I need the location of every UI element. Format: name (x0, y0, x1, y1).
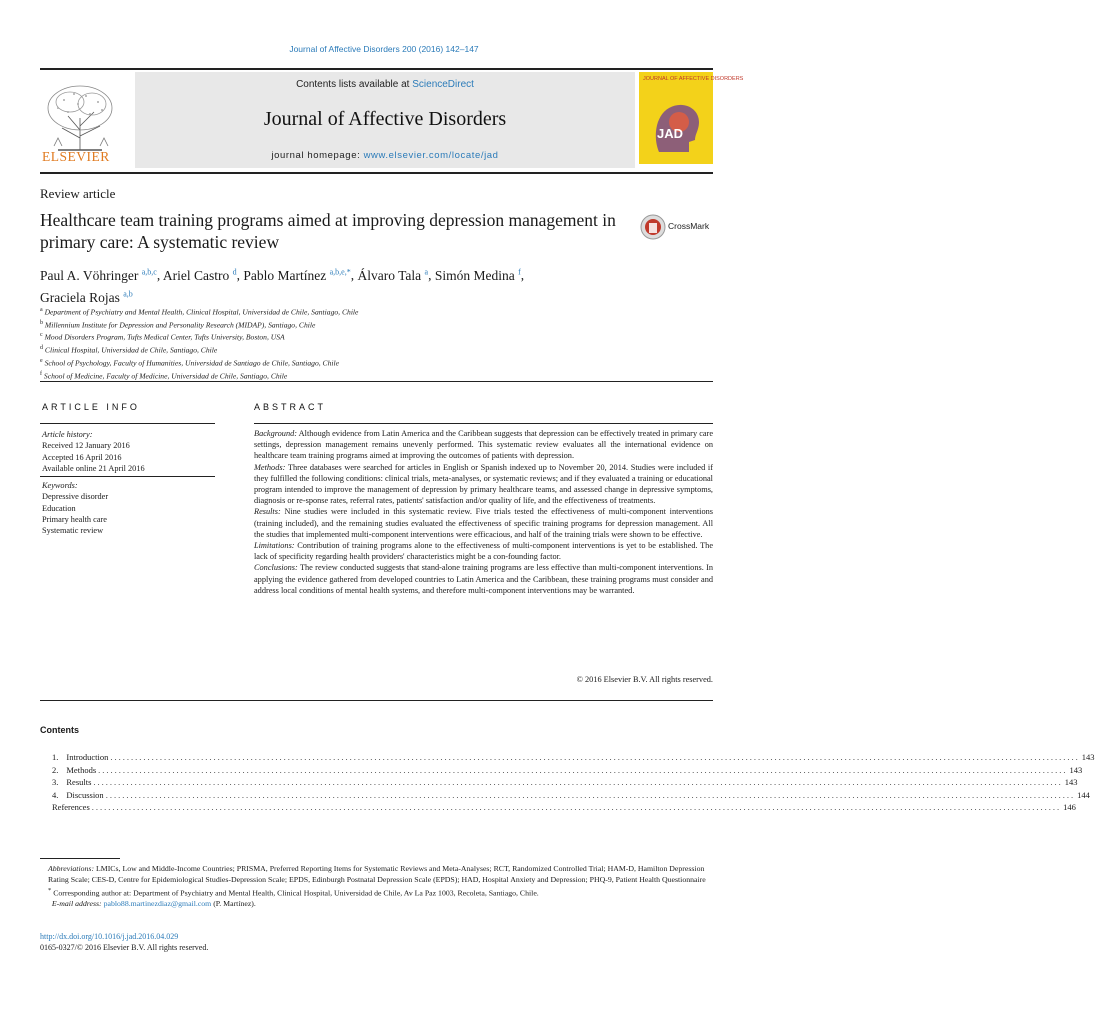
toc-entry[interactable] (40, 751, 1095, 764)
email-link[interactable]: pablo88.martinezdiaz@gmail.com (103, 898, 212, 908)
author-list (40, 262, 680, 307)
affiliation (40, 318, 640, 331)
masthead-rule (40, 172, 713, 174)
author-affil[interactable]: a,b,e,* (329, 267, 351, 276)
abstract-background (254, 428, 713, 462)
affil-key: a (40, 307, 43, 313)
body-rule (40, 381, 713, 382)
toc-entry[interactable] (40, 776, 1078, 789)
crossmark-icon (640, 213, 666, 241)
author-affil[interactable]: a (424, 267, 429, 276)
cover-logo-text: JAD (657, 126, 684, 141)
abstract-limitations (254, 540, 713, 562)
abbreviations-note (40, 864, 713, 886)
history-accepted: Accepted 16 April 2016 (42, 452, 122, 462)
toc-leader: ........................................................................................................................................................................................................................................... (110, 752, 1080, 762)
email-note (40, 899, 713, 910)
affil-key: e (40, 357, 43, 364)
history-received: Received 12 January 2016 (42, 441, 130, 451)
author-affil[interactable]: d (232, 267, 237, 276)
contents-prefix: Contents lists available at (296, 79, 413, 90)
affil-key: f (40, 370, 42, 377)
doi-link[interactable]: http://dx.doi.org/10.1016/j.jad.2016.04.029 (40, 932, 179, 941)
author[interactable] (40, 268, 157, 283)
affil-key: c (40, 332, 43, 339)
affiliation (40, 369, 640, 382)
info-rule (40, 476, 215, 477)
section-text: The review conducted suggests that stand-alone training programs are less effective than multi-component interventions. In applying the evidence gathered from developed countries to Latin America and the Caribbean, these training programs must consider and address local conditions of mental health systems, and therefore multi-component interventions may be warranted. (254, 563, 713, 595)
toc-title: Introduction (66, 752, 109, 762)
doi-block (40, 931, 208, 953)
footnote-mark: * (48, 886, 52, 894)
toc-leader: ........................................................................................................................................................................................................................................... (105, 789, 1076, 800)
affil-text: School of Psychology, Faculty of Humanities, Universidad de Santiago de Chile, Santiago, Chile (44, 358, 340, 368)
affil-text: Department of Psychiatry and Mental Health, Clinical Hospital, Universidad de Chile, Santiago, Chile (44, 307, 359, 317)
article-title: Healthcare team training programs aimed at improving depression management in primary care: A systematic review (40, 210, 616, 252)
author-name: Paul A. Vöhringer (40, 267, 139, 283)
toc-leader: ........................................................................................................................................................................................................................................... (98, 764, 1068, 775)
toc-leader: ........................................................................................................................................................................................................................................... (91, 802, 1062, 812)
author-sep: , (428, 267, 435, 283)
history-label: Article history: (42, 430, 93, 439)
author-affil[interactable]: f (518, 267, 521, 276)
footnote-rule (40, 858, 120, 859)
section-label: Background: (254, 429, 298, 438)
toc-page: 146 (1063, 802, 1076, 812)
journal-homepage (135, 150, 635, 161)
email-suffix: (P. Martínez). (213, 898, 256, 908)
keyword: Depressive disorder (42, 492, 109, 502)
toc-number: 3. (52, 777, 59, 787)
toc-number: 4. (52, 789, 59, 800)
section-label: Conclusions: (254, 563, 298, 573)
author-name: Ariel Castro (162, 267, 230, 283)
affiliation (40, 356, 640, 369)
affil-text: Clinical Hospital, Universidad de Chile, Santiago, Chile (44, 345, 218, 355)
affil-key: d (40, 345, 43, 352)
affiliation (40, 343, 640, 356)
header-rule (40, 68, 713, 70)
abstract-header: ABSTRACT (254, 402, 327, 412)
author-name: Simón Medina (434, 267, 515, 283)
keywords (42, 480, 212, 536)
abstract-copyright: © 2016 Elsevier B.V. All rights reserved. (576, 675, 713, 684)
table-of-contents (40, 751, 1095, 814)
info-rule (40, 423, 215, 424)
journal-cover-image (639, 72, 744, 164)
author-sep: , (156, 267, 163, 283)
toc-page: 144 (1077, 789, 1090, 800)
toc-title: Results (66, 777, 92, 787)
crossmark-label: CrossMark (668, 221, 710, 231)
toc-leader: ........................................................................................................................................................................................................................................... (93, 777, 1063, 787)
contents-available (135, 79, 635, 90)
publisher-name: ELSEVIER (42, 149, 110, 164)
contents-title: Contents (40, 725, 79, 735)
affiliation (40, 330, 640, 343)
section-label: Methods: (254, 462, 286, 472)
contents-rule (40, 700, 713, 701)
toc-title: Discussion (66, 789, 104, 800)
abstract-methods (254, 462, 713, 507)
journal-citation[interactable]: Journal of Affective Disorders 200 (2016) 142–147 (289, 44, 479, 54)
journal-title: Journal of Affective Disorders (263, 108, 507, 130)
crossmark-button[interactable] (640, 213, 718, 241)
footnotes (40, 864, 713, 910)
sciencedirect-link[interactable]: ScienceDirect (412, 79, 474, 90)
toc-page: 143 (1064, 777, 1078, 787)
keyword: Primary health care (42, 514, 107, 524)
cover-illustration (639, 72, 744, 164)
affil-text: Millennium Institute for Depression and Personality Research (MIDAP), Santiago, Chile (44, 320, 316, 330)
author[interactable] (357, 268, 428, 283)
author-sep: , (350, 267, 358, 283)
abbrev-text: LMICs, Low and Middle-Income Countries; PRISMA, Preferred Reporting Items for Systematic Reviews and Meta-Analyses; RCT, Randomized Controlled Trial; HAM-D, Hamilton Depression Rating Scale; CES-D, Centre for Epidemiological Studies-Depression Scale; EPDS, Edinburgh Postnatal Depression Scale (EPDS); HAD, Hospital Anxiety and Depression; PHQ-9, Patient Health Questionnaire (48, 864, 706, 884)
author-affil[interactable]: a,b,c (141, 267, 157, 276)
affil-key: b (40, 319, 43, 326)
history-online: Available online 21 April 2016 (42, 463, 145, 473)
corresponding-text: Corresponding author at: Department of Psychiatry and Mental Health, Clinical Hospital, Universidad de Chile, Av La Paz 1003, Recoleta, Santiago, Chile. (53, 888, 539, 898)
section-text: Contribution of training programs alone to the effectiveness of multi-component interventions is yet to be established. The lack of specificity regarding health providers' characteristics might be a con-founding factor. (254, 541, 713, 562)
affiliations (40, 305, 640, 381)
author[interactable] (163, 268, 237, 283)
journal-banner (135, 72, 635, 168)
abstract (254, 428, 713, 596)
author-sep: , (520, 267, 525, 283)
corresponding-author-note (40, 886, 713, 899)
abstract-conclusions (254, 562, 713, 596)
cover-title: JOURNAL OF AFFECTIVE DISORDERS (643, 76, 744, 82)
toc-entry-references[interactable] (40, 801, 1076, 814)
author[interactable] (40, 290, 133, 305)
author-affil[interactable]: a,b (123, 289, 133, 299)
abstract-rule (254, 423, 713, 424)
affil-text: School of Medicine, Faculty of Medicine, Universidad de Chile, Santiago, Chile (43, 371, 288, 381)
section-label: Limitations: (254, 541, 295, 551)
author-name: Álvaro Tala (357, 267, 422, 283)
affiliation (40, 305, 640, 318)
email-label: E-mail address: (51, 898, 102, 908)
toc-number: 2. (52, 764, 59, 775)
issn-line: 0165-0327/© 2016 Elsevier B.V. All rights reserved. (40, 943, 209, 952)
article-history (42, 429, 212, 474)
section-text: Although evidence from Latin America and the Caribbean suggests that depression can be effectively treated in primary care settings, depression management remains unevenly performed. This systematic review evaluates all the international evidence on healthcare team training programs aimed at improving the outcomes of patients with depression. (254, 429, 714, 461)
toc-entry[interactable] (40, 764, 1083, 777)
toc-title: Methods (66, 764, 97, 775)
article-type: Review article (40, 186, 116, 201)
keyword: Education (42, 503, 76, 513)
section-text: Three databases were searched for articles in English or Spanish indexed up to November 20, 2014. Studies were included if they fulfilled the following conditions: clinical trials, meta-analyses, or systematic reviews; and if they evaluated a training or educational program intended to improve the management of depression by primary healthcare teams, and assessed change in depressive symptoms, diagnosis or re-sponse rates, referral rates, patients' satisfaction and/or quality of life, and the effectiveness of treatments. (254, 462, 713, 506)
section-label: Results: (254, 507, 281, 517)
toc-title: References (52, 802, 90, 812)
affil-text: Mood Disorders Program, Tufts Medical Center, Tufts University, Boston, USA (44, 333, 285, 342)
keyword: Systematic review (42, 526, 104, 536)
toc-page: 143 (1069, 764, 1083, 775)
section-text: Nine studies were included in this systematic review. Five trials tested the effectiveness of multi-component interventions (training included), and the remaining studies evaluated the effectiveness of specific training programs for depression management. All the studies that implemented multi-component interventions were efficacious, and half of the training trials were shown to be effective. (254, 507, 713, 539)
abstract-results (254, 506, 713, 540)
homepage-prefix: journal homepage: (271, 150, 364, 161)
toc-number: 1. (52, 752, 59, 762)
author-sep: , (236, 267, 244, 283)
author[interactable] (243, 268, 350, 283)
abbrev-label: Abbreviations: (48, 864, 95, 873)
article-info-header: ARTICLE INFO (42, 402, 140, 412)
author-name: Graciela Rojas (40, 290, 120, 305)
keywords-label: Keywords: (42, 481, 78, 490)
toc-page: 143 (1081, 752, 1095, 762)
toc-entry[interactable] (40, 789, 1090, 802)
homepage-link[interactable]: www.elsevier.com/locate/jad (363, 150, 499, 161)
masthead (40, 72, 744, 168)
author[interactable] (435, 268, 521, 283)
author-name: Pablo Martínez (243, 267, 327, 283)
